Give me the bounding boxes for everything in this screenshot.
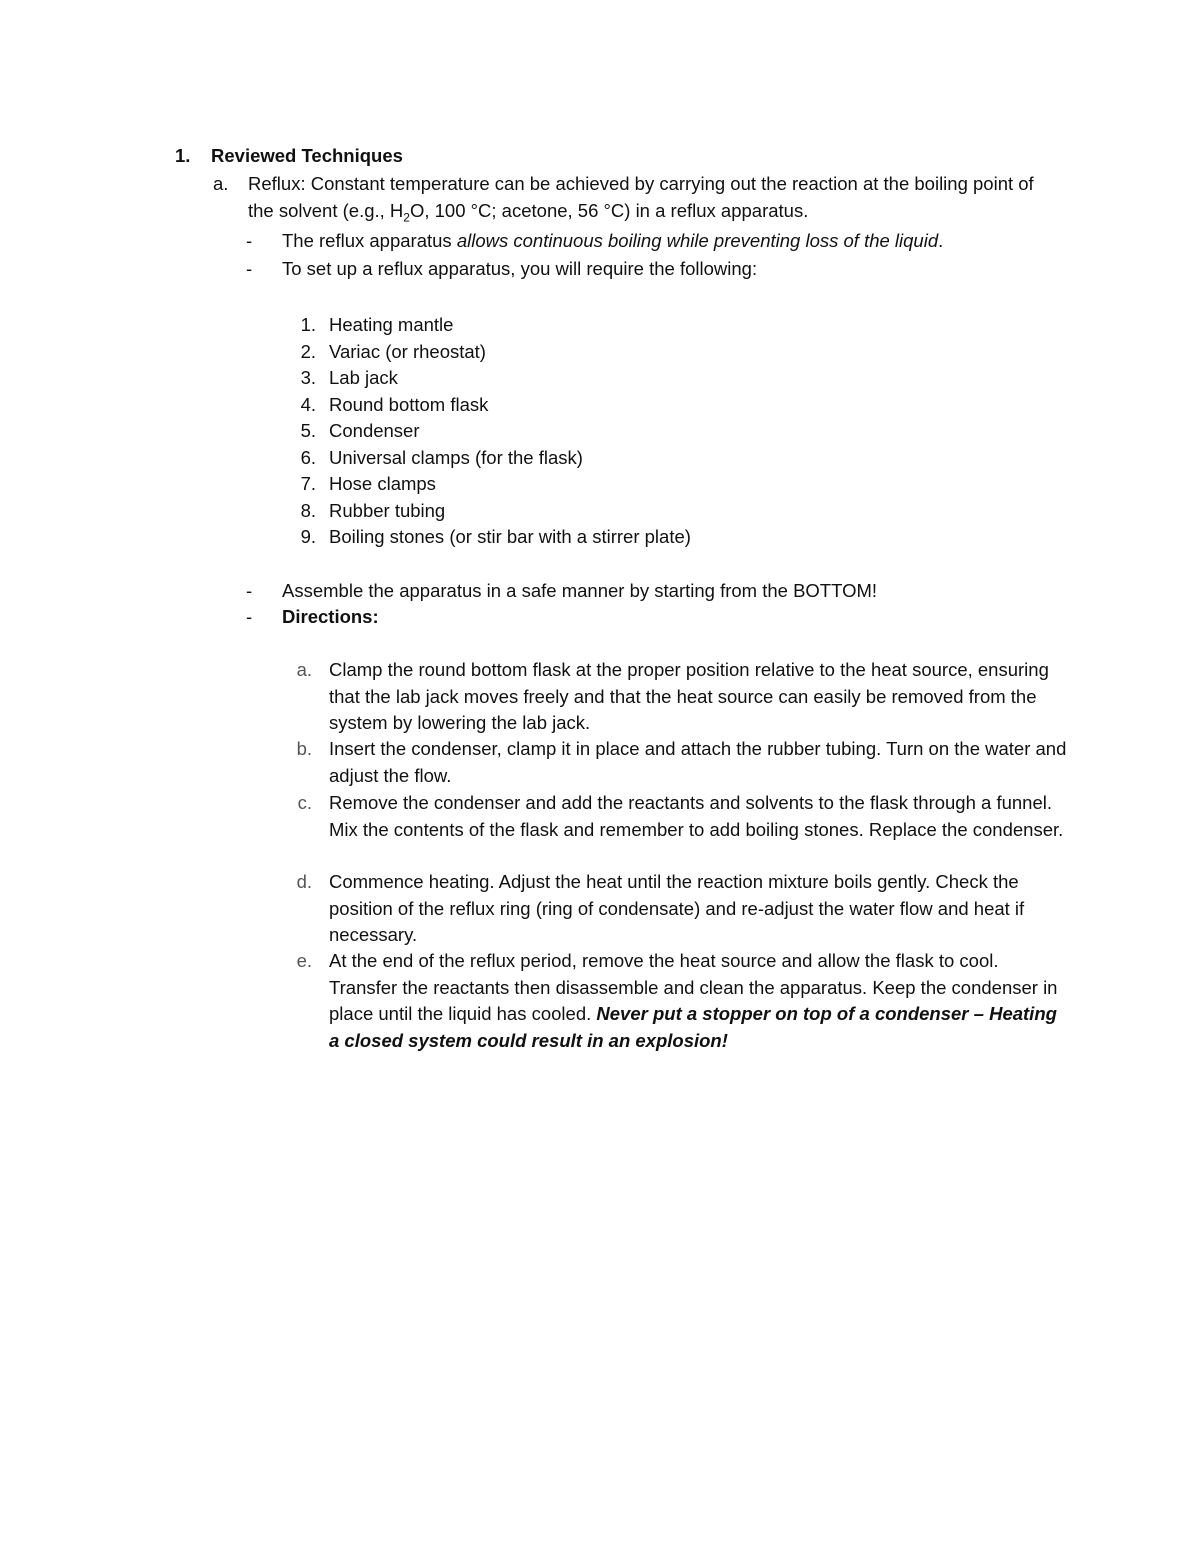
equipment-item: Universal clamps (for the flask) <box>329 446 583 468</box>
equipment-item: Round bottom flask <box>329 393 489 415</box>
bullet-period: . <box>938 230 944 251</box>
equipment-number: 3. <box>300 367 316 388</box>
directions-heading: Directions: <box>282 606 379 627</box>
direction-text: Clamp the round bottom flask at the proper position relative to the heat source, ensuring that the lab jack moves freely and that the heat source can easily be removed from the system by lowering the lab jack. <box>329 659 1049 733</box>
direction-marker: e. <box>296 950 312 971</box>
bullet-assemble: Assemble the apparatus in a safe manner by starting from the BOTTOM! <box>282 580 878 601</box>
bullet-continuous-boiling <box>282 228 1062 255</box>
direction-marker: c. <box>297 792 312 813</box>
bullet-dash: - <box>246 258 253 279</box>
equipment-number: 9. <box>300 526 316 547</box>
bullet-dash: - <box>246 606 253 627</box>
bullet-dash: - <box>246 580 253 601</box>
section-title: Reviewed Techniques <box>211 145 403 166</box>
equipment-number: 2. <box>300 340 316 362</box>
equipment-number: 7. <box>300 473 316 494</box>
equipment-item: Rubber tubing <box>329 499 446 521</box>
direction-marker: a. <box>296 659 312 680</box>
direction-marker: d. <box>296 871 312 892</box>
equipment-item: Variac (or rheostat) <box>329 340 486 362</box>
equipment-number: 6. <box>300 446 316 468</box>
equipment-item: Condenser <box>329 420 420 441</box>
bullet-setup-requirements: To set up a reflux apparatus, you will require the following: <box>282 258 758 279</box>
direction-text: Commence heating. Adjust the heat until the reaction mixture boils gently. Check the position of the reflux ring (ring of condensate) and re-adjust the water flow and heat if necessary. <box>329 871 1025 945</box>
equipment-number: 1. <box>300 314 316 335</box>
bullet-text: The reflux apparatus <box>282 230 457 251</box>
reflux-paragraph <box>248 171 1038 224</box>
direction-text: Insert the condenser, clamp it in place and attach the rubber tubing. Turn on the water and adjust the flow. <box>329 738 1067 786</box>
subsection-marker: a. <box>213 173 229 194</box>
direction-step <box>329 869 1069 949</box>
equipment-item: Heating mantle <box>329 314 454 335</box>
section-number: 1. <box>175 145 191 166</box>
reflux-label: Reflux: <box>248 173 306 194</box>
safety-warning: Never put a stopper on top of a condenser – Heating a closed system could result in an explosion! <box>329 1003 1057 1051</box>
reflux-text-2: O, 100 °C; acetone, 56 °C) in a reflux apparatus. <box>409 199 809 221</box>
direction-step <box>329 657 1069 737</box>
direction-text: At the end of the reflux period, remove the heat source and allow the flask to cool. Transfer the reactants then disassemble and clean the apparatus. Keep the condenser in place until the liquid has cooled. <box>329 950 1058 1024</box>
direction-step <box>329 790 1069 843</box>
equipment-item: Boiling stones (or stir bar with a stirrer plate) <box>329 526 691 547</box>
equipment-number: 4. <box>300 393 316 415</box>
bullet-italic-text: allows continuous boiling while preventing loss of the liquid <box>456 230 939 251</box>
direction-step <box>329 948 1069 1054</box>
direction-marker: b. <box>296 738 312 759</box>
water-subscript: 2 <box>403 210 410 225</box>
direction-step <box>329 736 1069 789</box>
bullet-dash: - <box>246 230 253 251</box>
direction-text: Remove the condenser and add the reactants and solvents to the flask through a funnel. Mix the contents of the flask and remember to add boiling stones. Replace the condenser. <box>329 792 1064 840</box>
equipment-number: 8. <box>300 499 316 521</box>
equipment-number: 5. <box>300 420 316 441</box>
equipment-item: Lab jack <box>329 367 398 388</box>
reflux-text-1: Constant temperature can be achieved by carrying out the reaction at the boiling point of the solvent (e.g., H <box>248 173 1034 221</box>
equipment-item: Hose clamps <box>329 473 436 494</box>
